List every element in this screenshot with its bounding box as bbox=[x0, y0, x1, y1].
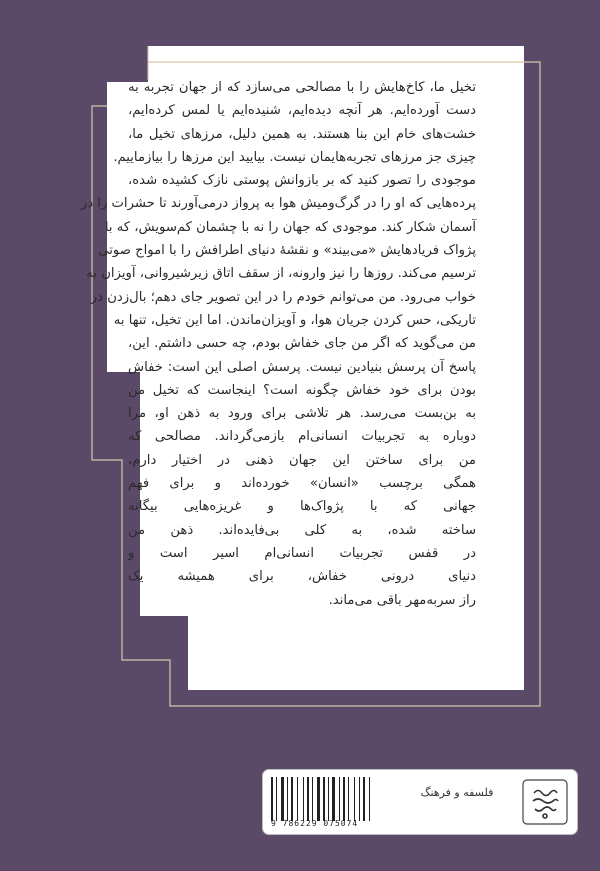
barcode-bar bbox=[317, 777, 320, 821]
body-line: پاسخ آن پرسش بنیادین نیست. پرسش اصلی این است: خفاش bbox=[128, 359, 476, 375]
barcode-bar bbox=[297, 777, 298, 821]
body-line: ساخته شده، به کلی بی‌فایده‌اند. ذهن من bbox=[128, 522, 476, 538]
body-line: راز سربه‌مهر باقی می‌ماند. bbox=[328, 592, 476, 608]
isbn-number: 9 786229 075074 bbox=[271, 819, 359, 828]
barcode-bar bbox=[299, 777, 302, 821]
body-line: تخیل ما، کاخ‌هایش را با مصالحی می‌سازد که از جهان تجربه به bbox=[128, 80, 476, 95]
barcode-bar bbox=[341, 777, 342, 821]
barcode-bar bbox=[328, 777, 329, 821]
barcode-bar bbox=[312, 777, 313, 821]
body-line: پرده‌هایی که او را در گرگ‌ومیش هوا به پرواز درمی‌آورند تا حشرات را در bbox=[80, 196, 476, 212]
barcode-bar bbox=[361, 777, 362, 821]
barcode-bar bbox=[278, 777, 280, 821]
body-line: آسمان شکار کند. موجودی که جهان را نه با چشمان کم‌سویش، که با bbox=[104, 219, 476, 235]
barcode-bar bbox=[369, 777, 370, 821]
body-line: دوباره به تجربیات انسانی‌ام بازمی‌گرداند. مصالحی که bbox=[128, 429, 476, 445]
barcode-bar bbox=[346, 777, 347, 821]
barcode-bar bbox=[323, 777, 325, 821]
body-line: موجودی را تصور کنید که بر بازوانش پوستی نازک کشیده شده، bbox=[128, 173, 476, 189]
barcode-bar bbox=[310, 777, 311, 821]
barcode-bar bbox=[321, 777, 322, 821]
body-line: بودن برای خود خفاش چگونه است؟ اینجاست که تخیل من bbox=[128, 382, 476, 398]
body-line: خشت‌های خام این بنا هستند. به همین دلیل، مرزهای تخیل ما، bbox=[128, 126, 476, 142]
body-line: من برای ساختن این جهان ذهنی در اختیار دارم، bbox=[128, 452, 476, 468]
publisher-logo-icon bbox=[522, 779, 568, 825]
barcode-bar bbox=[332, 777, 335, 821]
barcode-bar bbox=[326, 777, 327, 821]
body-line: دست آورده‌ایم. هر آنچه دیده‌ایم، شنیده‌ایم یا لمس کرده‌ایم، bbox=[128, 103, 476, 119]
info-box bbox=[262, 769, 578, 835]
barcode-bar bbox=[274, 777, 275, 821]
barcode-bar bbox=[356, 777, 358, 821]
body-line: چیزی جز مرزهای تجربه‌هایمان نیست. بیایید این مرزها را بیازماییم. bbox=[113, 149, 476, 165]
barcode-bar bbox=[343, 777, 345, 821]
body-text bbox=[80, 76, 476, 612]
barcode-bar bbox=[348, 777, 349, 821]
barcode-bar bbox=[271, 777, 273, 821]
barcode-bar bbox=[330, 777, 331, 821]
barcode-bar bbox=[339, 777, 340, 821]
barcode-bar bbox=[314, 777, 316, 821]
series-label: فلسفه و فرهنگ bbox=[420, 786, 494, 799]
barcode-bar bbox=[281, 777, 284, 821]
barcode-bar bbox=[354, 777, 355, 821]
barcode-bar bbox=[336, 777, 338, 821]
body-line: پژواک فریادهایش «می‌بیند» و نقشهٔ دنیای اطرافش را با امواج صوتی bbox=[98, 243, 476, 259]
body-line: همگی برچسب «انسان» خورده‌اند و برای فهم bbox=[128, 476, 476, 492]
barcode-bar bbox=[303, 777, 304, 821]
barcode-bar bbox=[289, 777, 290, 821]
body-line: تاریکی، حس کردن جریان هوا، و آویزان‌ماندن. اما این تخیل، تنها به bbox=[113, 312, 476, 328]
barcode-bar bbox=[294, 777, 296, 821]
barcode-bar bbox=[305, 777, 306, 821]
barcode-bar bbox=[366, 777, 368, 821]
body-line: من می‌گوید که اگر من جای خفاش بودم، چه حسی داشتم. این، bbox=[128, 336, 476, 352]
barcode-bar bbox=[276, 777, 277, 821]
barcode-bar bbox=[307, 777, 309, 821]
body-line: ترسیم می‌کند. روزها را نیز وارونه، از سقف اتاق زیرشیروانی، آویزان به bbox=[86, 266, 476, 282]
barcode-icon bbox=[271, 777, 401, 821]
body-line: جهانی که با پژواک‌ها و غریزه‌هایی بیگانه bbox=[128, 499, 476, 515]
barcode-bar bbox=[350, 777, 353, 821]
body-line: در قفس تجربیات انسانی‌ام اسیر است و bbox=[128, 545, 476, 561]
barcode-bar bbox=[359, 777, 360, 821]
barcode-bar bbox=[291, 777, 293, 821]
barcode-bar bbox=[285, 777, 286, 821]
body-line: خواب می‌رود. من می‌توانم خودم را در این تصویر جای دهم؛ بال‌زدن در bbox=[90, 289, 476, 305]
barcode-bar bbox=[371, 777, 372, 821]
barcode-bar bbox=[287, 777, 288, 821]
body-line: دنیای درونی خفاش، برای همیشه یک bbox=[128, 569, 476, 585]
body-line: به بن‌بست می‌رسد. هر تلاشی برای ورود به ذهن او، مرا bbox=[128, 406, 476, 422]
barcode-bar bbox=[363, 777, 365, 821]
